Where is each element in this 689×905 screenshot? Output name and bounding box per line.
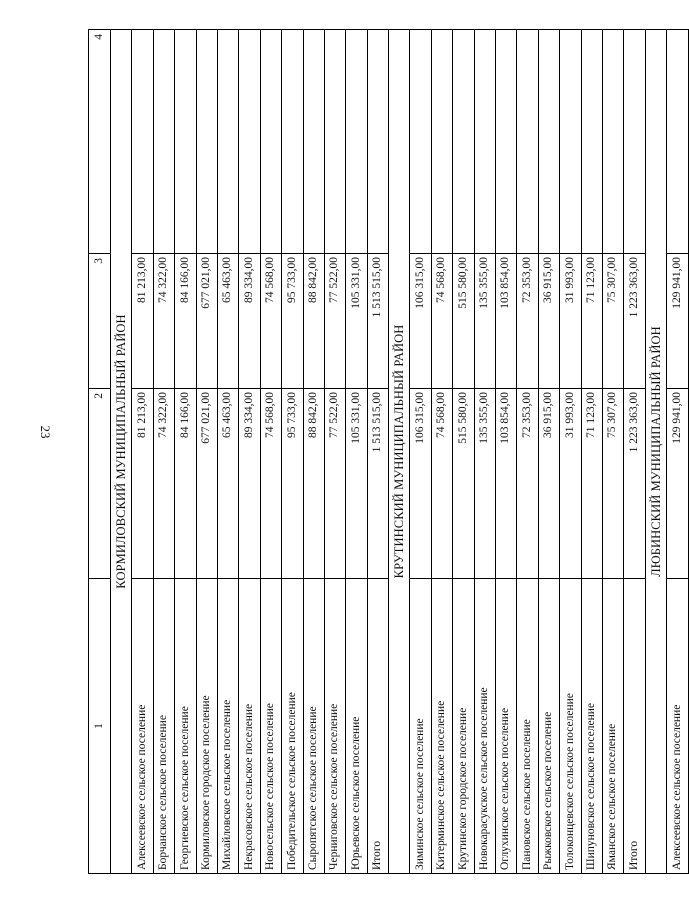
settlement-name: Новокарасукское сельское поселение: [474, 579, 495, 874]
header-col-4: 4: [89, 30, 111, 254]
budget-table: [88, 29, 689, 874]
table-body: [89, 30, 689, 874]
empty-col-4: [217, 30, 238, 254]
table-row: [196, 30, 217, 874]
value-col-2: 103 854,00: [496, 389, 517, 579]
empty-col-4: [517, 30, 538, 254]
value-col-2: 65 463,00: [217, 389, 238, 579]
value-col-3: 77 522,00: [324, 254, 345, 389]
table-row: [560, 30, 581, 874]
value-col-2: 129 941,00: [667, 389, 688, 579]
empty-col-4: [239, 30, 260, 254]
value-col-2: 95 733,00: [282, 389, 303, 579]
empty-col-4: [196, 30, 217, 254]
value-col-3: 515 580,00: [453, 254, 474, 389]
value-col-2: 77 522,00: [324, 389, 345, 579]
settlement-name: Алексеевское сельское поселение: [667, 579, 688, 874]
empty-col-4: [538, 30, 559, 254]
value-col-3: 135 355,00: [474, 254, 495, 389]
value-col-3: 36 915,00: [538, 254, 559, 389]
empty-col-4: [303, 30, 324, 254]
settlement-name: Рыжковское сельское поселение: [538, 579, 559, 874]
settlement-name: Крутинское городское поселение: [453, 579, 474, 874]
value-col-3: 74 568,00: [431, 254, 452, 389]
table-row: [453, 30, 474, 874]
empty-col-4: [153, 30, 174, 254]
settlement-name: Черниговское сельское поселение: [324, 579, 345, 874]
value-col-3: 81 213,00: [132, 254, 153, 389]
settlement-name: Итого: [367, 579, 388, 874]
empty-col-4: [581, 30, 602, 254]
settlement-name: Оглухинское сельское поселение: [496, 579, 517, 874]
table-row: [602, 30, 623, 874]
value-col-2: 72 353,00: [517, 389, 538, 579]
empty-col-4: [367, 30, 388, 254]
value-col-3: 84 166,00: [175, 254, 196, 389]
value-col-2: 31 993,00: [560, 389, 581, 579]
region-header-row: [645, 30, 666, 874]
table-row: [239, 30, 260, 874]
region-title: ЛЮБИНСКИЙ МУНИЦИПАЛЬНЫЙ РАЙОН: [645, 30, 666, 874]
header-col-2: 2: [89, 389, 111, 579]
value-col-3: 103 854,00: [496, 254, 517, 389]
value-col-2: 75 307,00: [602, 389, 623, 579]
region-title: КРУТИНСКИЙ МУНИЦИПАЛЬНЫЙ РАЙОН: [389, 30, 410, 874]
empty-col-4: [346, 30, 367, 254]
table-row: [175, 30, 196, 874]
empty-col-4: [560, 30, 581, 254]
empty-col-4: [453, 30, 474, 254]
header-col-1: 1: [89, 579, 111, 874]
empty-col-4: [282, 30, 303, 254]
value-col-2: 677 021,00: [196, 389, 217, 579]
settlement-name: Георгиевское сельское поселение: [175, 579, 196, 874]
value-col-3: 71 123,00: [581, 254, 602, 389]
value-col-3: 1 223 363,00: [624, 254, 645, 389]
settlement-name: Китерминское сельское поселение: [431, 579, 452, 874]
value-col-2: 36 915,00: [538, 389, 559, 579]
value-col-3: 74 568,00: [260, 254, 281, 389]
table-row: [667, 30, 688, 874]
total-row: [367, 30, 388, 874]
empty-col-4: [602, 30, 623, 254]
empty-col-4: [410, 30, 431, 254]
value-col-3: 129 941,00: [667, 254, 688, 389]
region-header-row: [389, 30, 410, 874]
empty-col-4: [260, 30, 281, 254]
empty-col-4: [496, 30, 517, 254]
settlement-name: Толоконцевское сельское поселение: [560, 579, 581, 874]
value-col-2: 84 166,00: [175, 389, 196, 579]
value-col-2: 105 331,00: [346, 389, 367, 579]
budget-table-rotated: [88, 30, 683, 874]
settlement-name: Пановское сельское поселение: [517, 579, 538, 874]
empty-col-4: [132, 30, 153, 254]
value-col-3: 65 463,00: [217, 254, 238, 389]
value-col-3: 677 021,00: [196, 254, 217, 389]
value-col-2: 515 580,00: [453, 389, 474, 579]
value-col-3: 31 993,00: [560, 254, 581, 389]
table-row: [260, 30, 281, 874]
table-row: [324, 30, 345, 874]
table-row: [303, 30, 324, 874]
settlement-name: Борчанское сельское поселение: [153, 579, 174, 874]
value-col-2: 1 223 363,00: [624, 389, 645, 579]
empty-col-4: [324, 30, 345, 254]
value-col-3: 88 842,00: [303, 254, 324, 389]
settlement-name: Михайловское сельское поселение: [217, 579, 238, 874]
value-col-3: 75 307,00: [602, 254, 623, 389]
table-row: [431, 30, 452, 874]
value-col-2: 88 842,00: [303, 389, 324, 579]
region-header-row: [111, 30, 132, 874]
table-row: [538, 30, 559, 874]
value-col-2: 81 213,00: [132, 389, 153, 579]
value-col-3: 89 334,00: [239, 254, 260, 389]
value-col-3: 74 322,00: [153, 254, 174, 389]
header-col-3: 3: [89, 254, 111, 389]
settlement-name: Победительское сельское поселение: [282, 579, 303, 874]
value-col-2: 135 355,00: [474, 389, 495, 579]
value-col-3: 105 331,00: [346, 254, 367, 389]
settlement-name: Яманское сельское поселение: [602, 579, 623, 874]
table-row: [282, 30, 303, 874]
table-row: [346, 30, 367, 874]
value-col-3: 106 315,00: [410, 254, 431, 389]
table-row: [496, 30, 517, 874]
settlement-name: Новосельское сельское поселение: [260, 579, 281, 874]
value-col-2: 74 322,00: [153, 389, 174, 579]
empty-col-4: [431, 30, 452, 254]
table-row: [410, 30, 431, 874]
settlement-name: Кормиловское городское поселение: [196, 579, 217, 874]
settlement-name: Сыропятское сельское поселение: [303, 579, 324, 874]
settlement-name: Итого: [624, 579, 645, 874]
value-col-3: 1 513 515,00: [367, 254, 388, 389]
settlement-name: Юрьевское сельское поселение: [346, 579, 367, 874]
settlement-name: Алексеевское сельское поселение: [132, 579, 153, 874]
table-row: [581, 30, 602, 874]
table-row: [517, 30, 538, 874]
table-row: [153, 30, 174, 874]
total-row: [624, 30, 645, 874]
region-title: КОРМИЛОВСКИЙ МУНИЦИПАЛЬНЫЙ РАЙОН: [111, 30, 132, 874]
empty-col-4: [624, 30, 645, 254]
settlement-name: Некрасовское сельское поселение: [239, 579, 260, 874]
value-col-2: 106 315,00: [410, 389, 431, 579]
value-col-2: 74 568,00: [260, 389, 281, 579]
table-row: [217, 30, 238, 874]
table-row: [132, 30, 153, 874]
value-col-2: 71 123,00: [581, 389, 602, 579]
value-col-3: 72 353,00: [517, 254, 538, 389]
value-col-3: 95 733,00: [282, 254, 303, 389]
rotated-table-container: [88, 30, 683, 874]
settlement-name: Зиминское сельское поселение: [410, 579, 431, 874]
empty-col-4: [175, 30, 196, 254]
value-col-2: 1 513 515,00: [367, 389, 388, 579]
empty-col-4: [474, 30, 495, 254]
settlement-name: Шипуновское сельское поселение: [581, 579, 602, 874]
empty-col-4: [667, 30, 688, 254]
value-col-2: 89 334,00: [239, 389, 260, 579]
value-col-2: 74 568,00: [431, 389, 452, 579]
table-row: [474, 30, 495, 874]
header-row: [89, 30, 111, 874]
page-number: 23: [38, 425, 53, 439]
